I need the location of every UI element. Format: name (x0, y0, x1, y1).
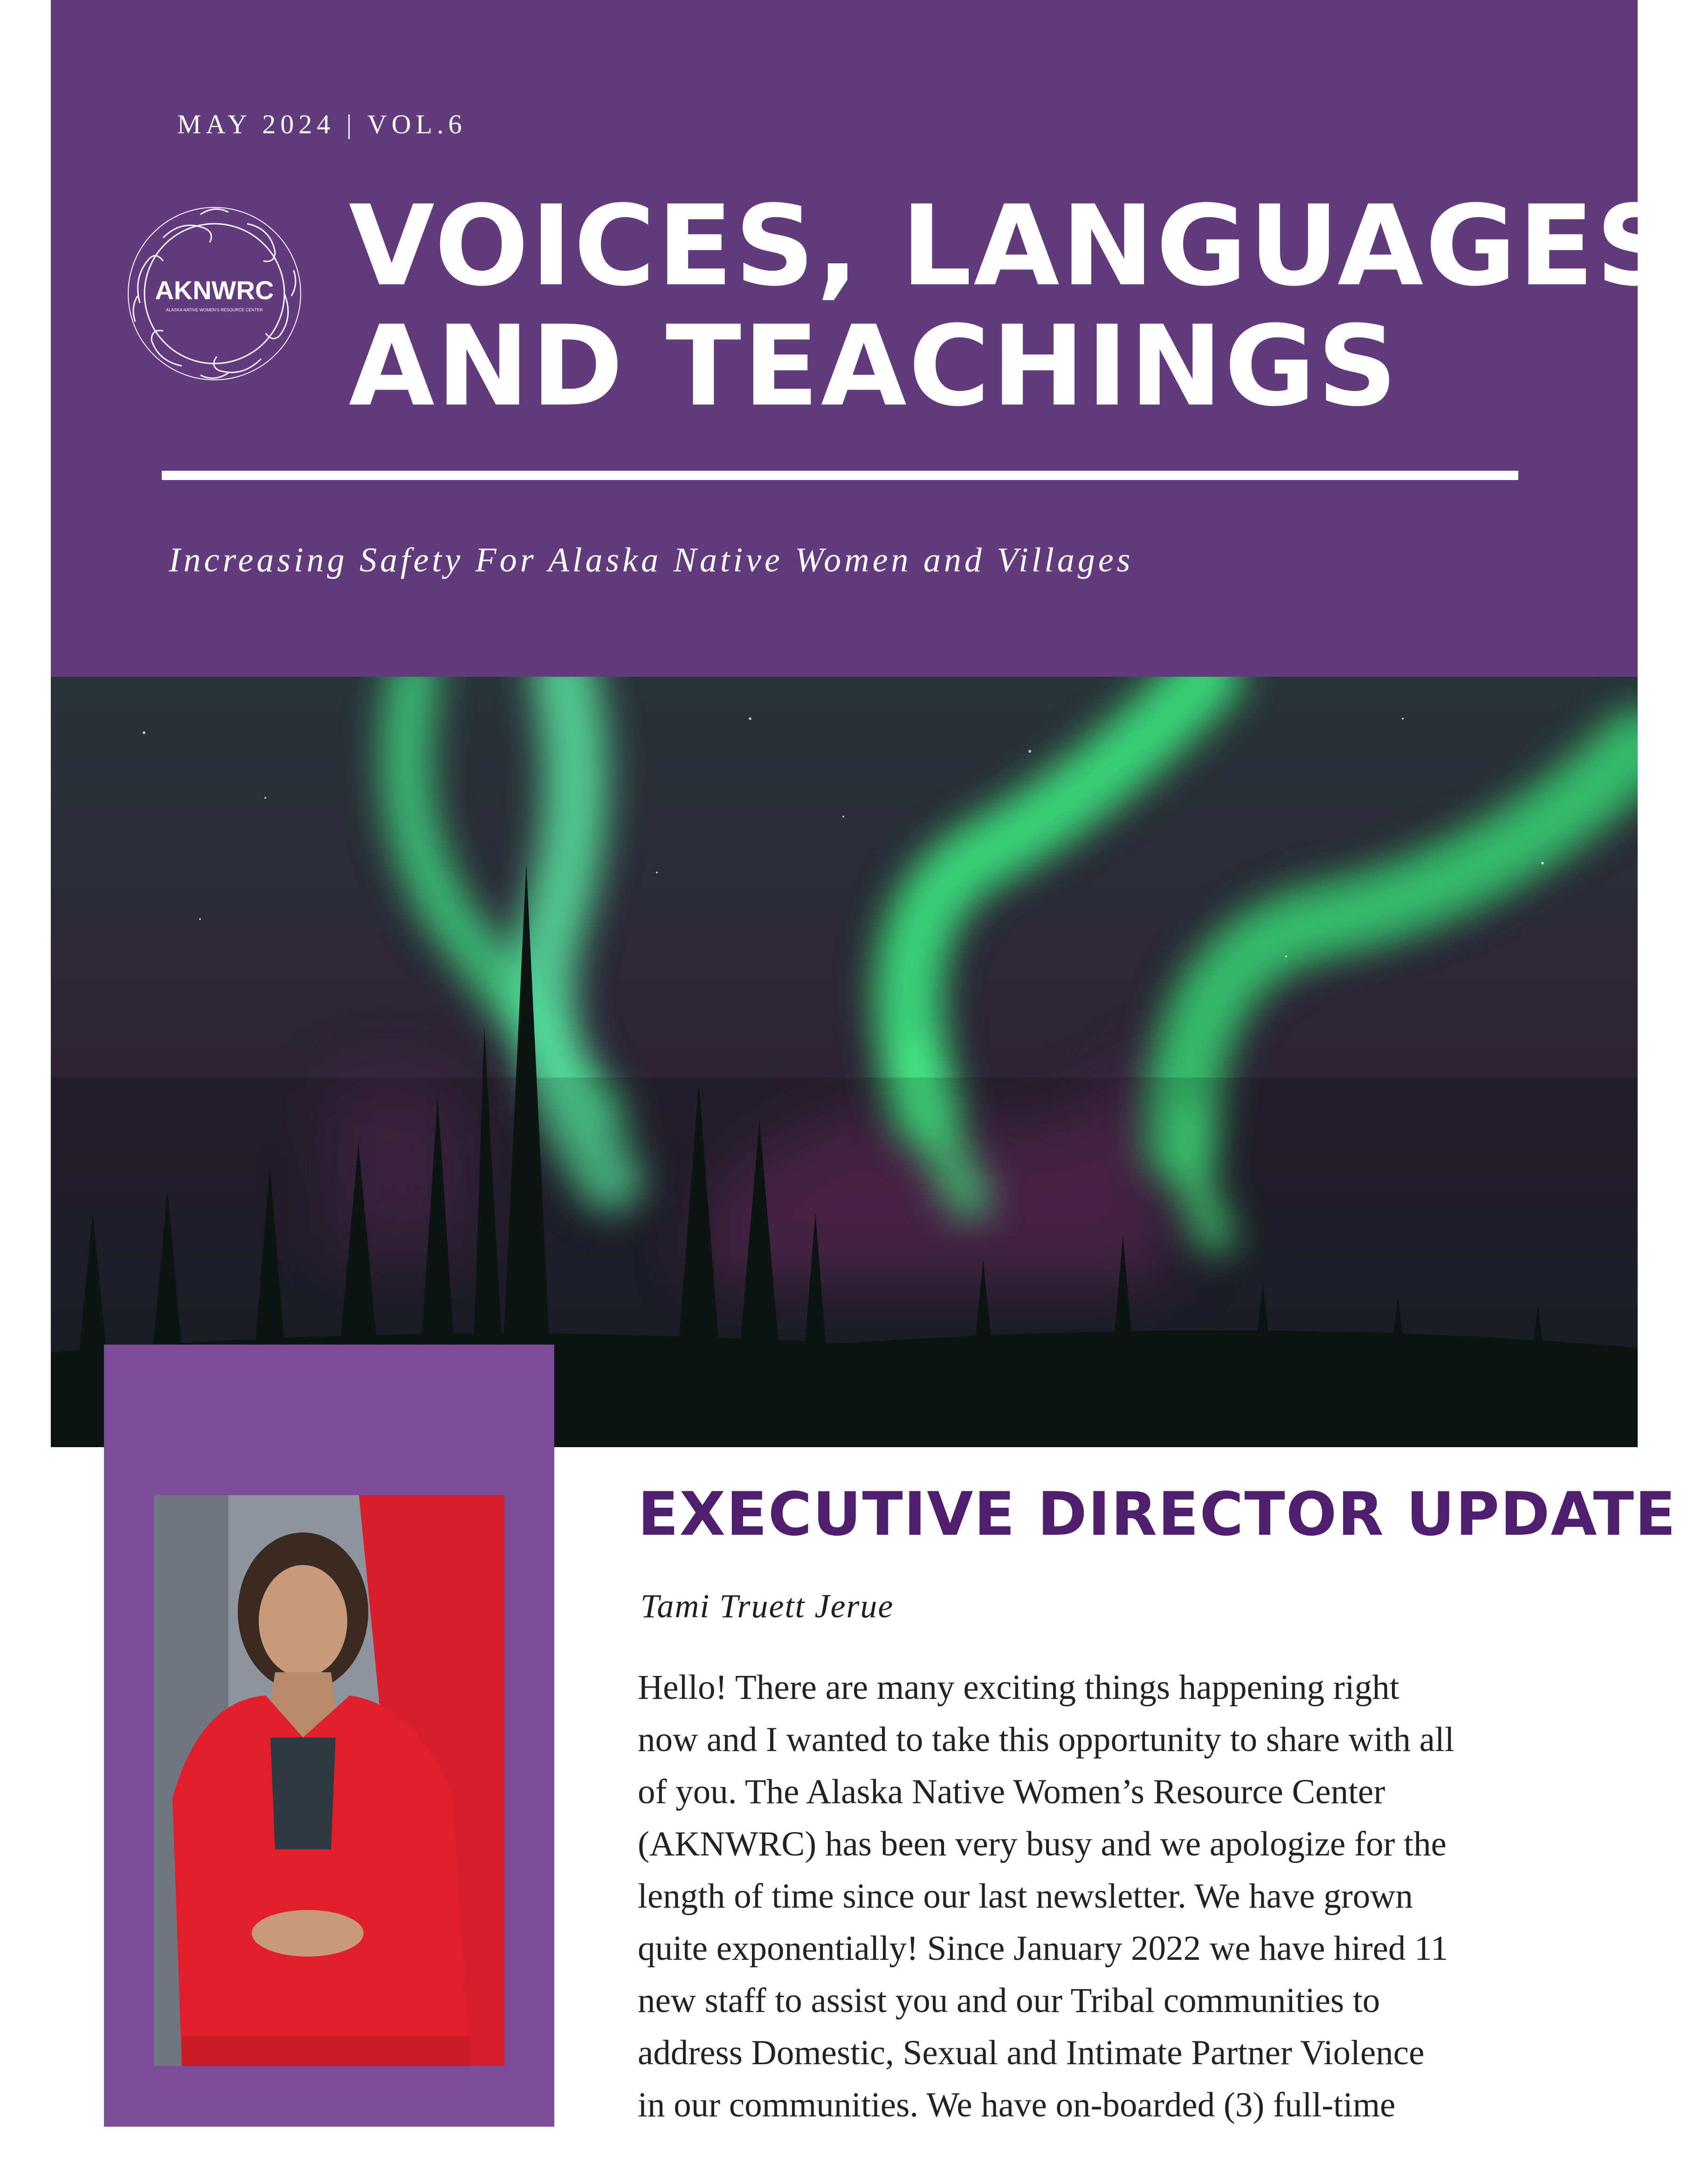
body-line: now and I wanted to take this opportunity to share with all (638, 1720, 1454, 1759)
aurora-borealis-photo (51, 677, 1638, 1447)
article-body (638, 1662, 1640, 2131)
logo-subtext: ALASKA NATIVE WOMEN'S RESOURCE CENTER (166, 308, 263, 312)
newsletter-title (349, 182, 1678, 431)
title-line-2: AND TEACHINGS (349, 302, 1399, 431)
body-line: in our communities. We have on-boarded (3) full-time (638, 2086, 1396, 2124)
article-author: Tami Truett Jerue (641, 1587, 894, 1625)
body-line: length of time since our last newsletter. We have grown (638, 1877, 1413, 1916)
newsletter-tagline: Increasing Safety For Alaska Native Women and Villages (169, 541, 1134, 579)
title-line-1: VOICES, LANGUAGES (349, 182, 1678, 311)
header-divider (162, 471, 1518, 480)
body-line: address Domestic, Sexual and Intimate Partner Violence (638, 2033, 1425, 2072)
body-line: Hello! There are many exciting things happening right (638, 1668, 1399, 1707)
portrait-photo (154, 1495, 504, 2066)
body-line: quite exponentially! Since January 2022 we have hired 11 (638, 1929, 1448, 1968)
aknwrc-logo (107, 186, 322, 401)
body-line: of you. The Alaska Native Women’s Resource Center (638, 1772, 1385, 1811)
body-line: (AKNWRC) has been very busy and we apologize for the (638, 1825, 1447, 1863)
article-title: EXECUTIVE DIRECTOR UPDATE (638, 1480, 1677, 1549)
issue-date-volume: MAY 2024 | VOL.6 (177, 109, 467, 139)
body-line: new staff to assist you and our Tribal communities to (638, 1981, 1380, 2020)
logo-wordmark: AKNWRC (155, 275, 274, 305)
